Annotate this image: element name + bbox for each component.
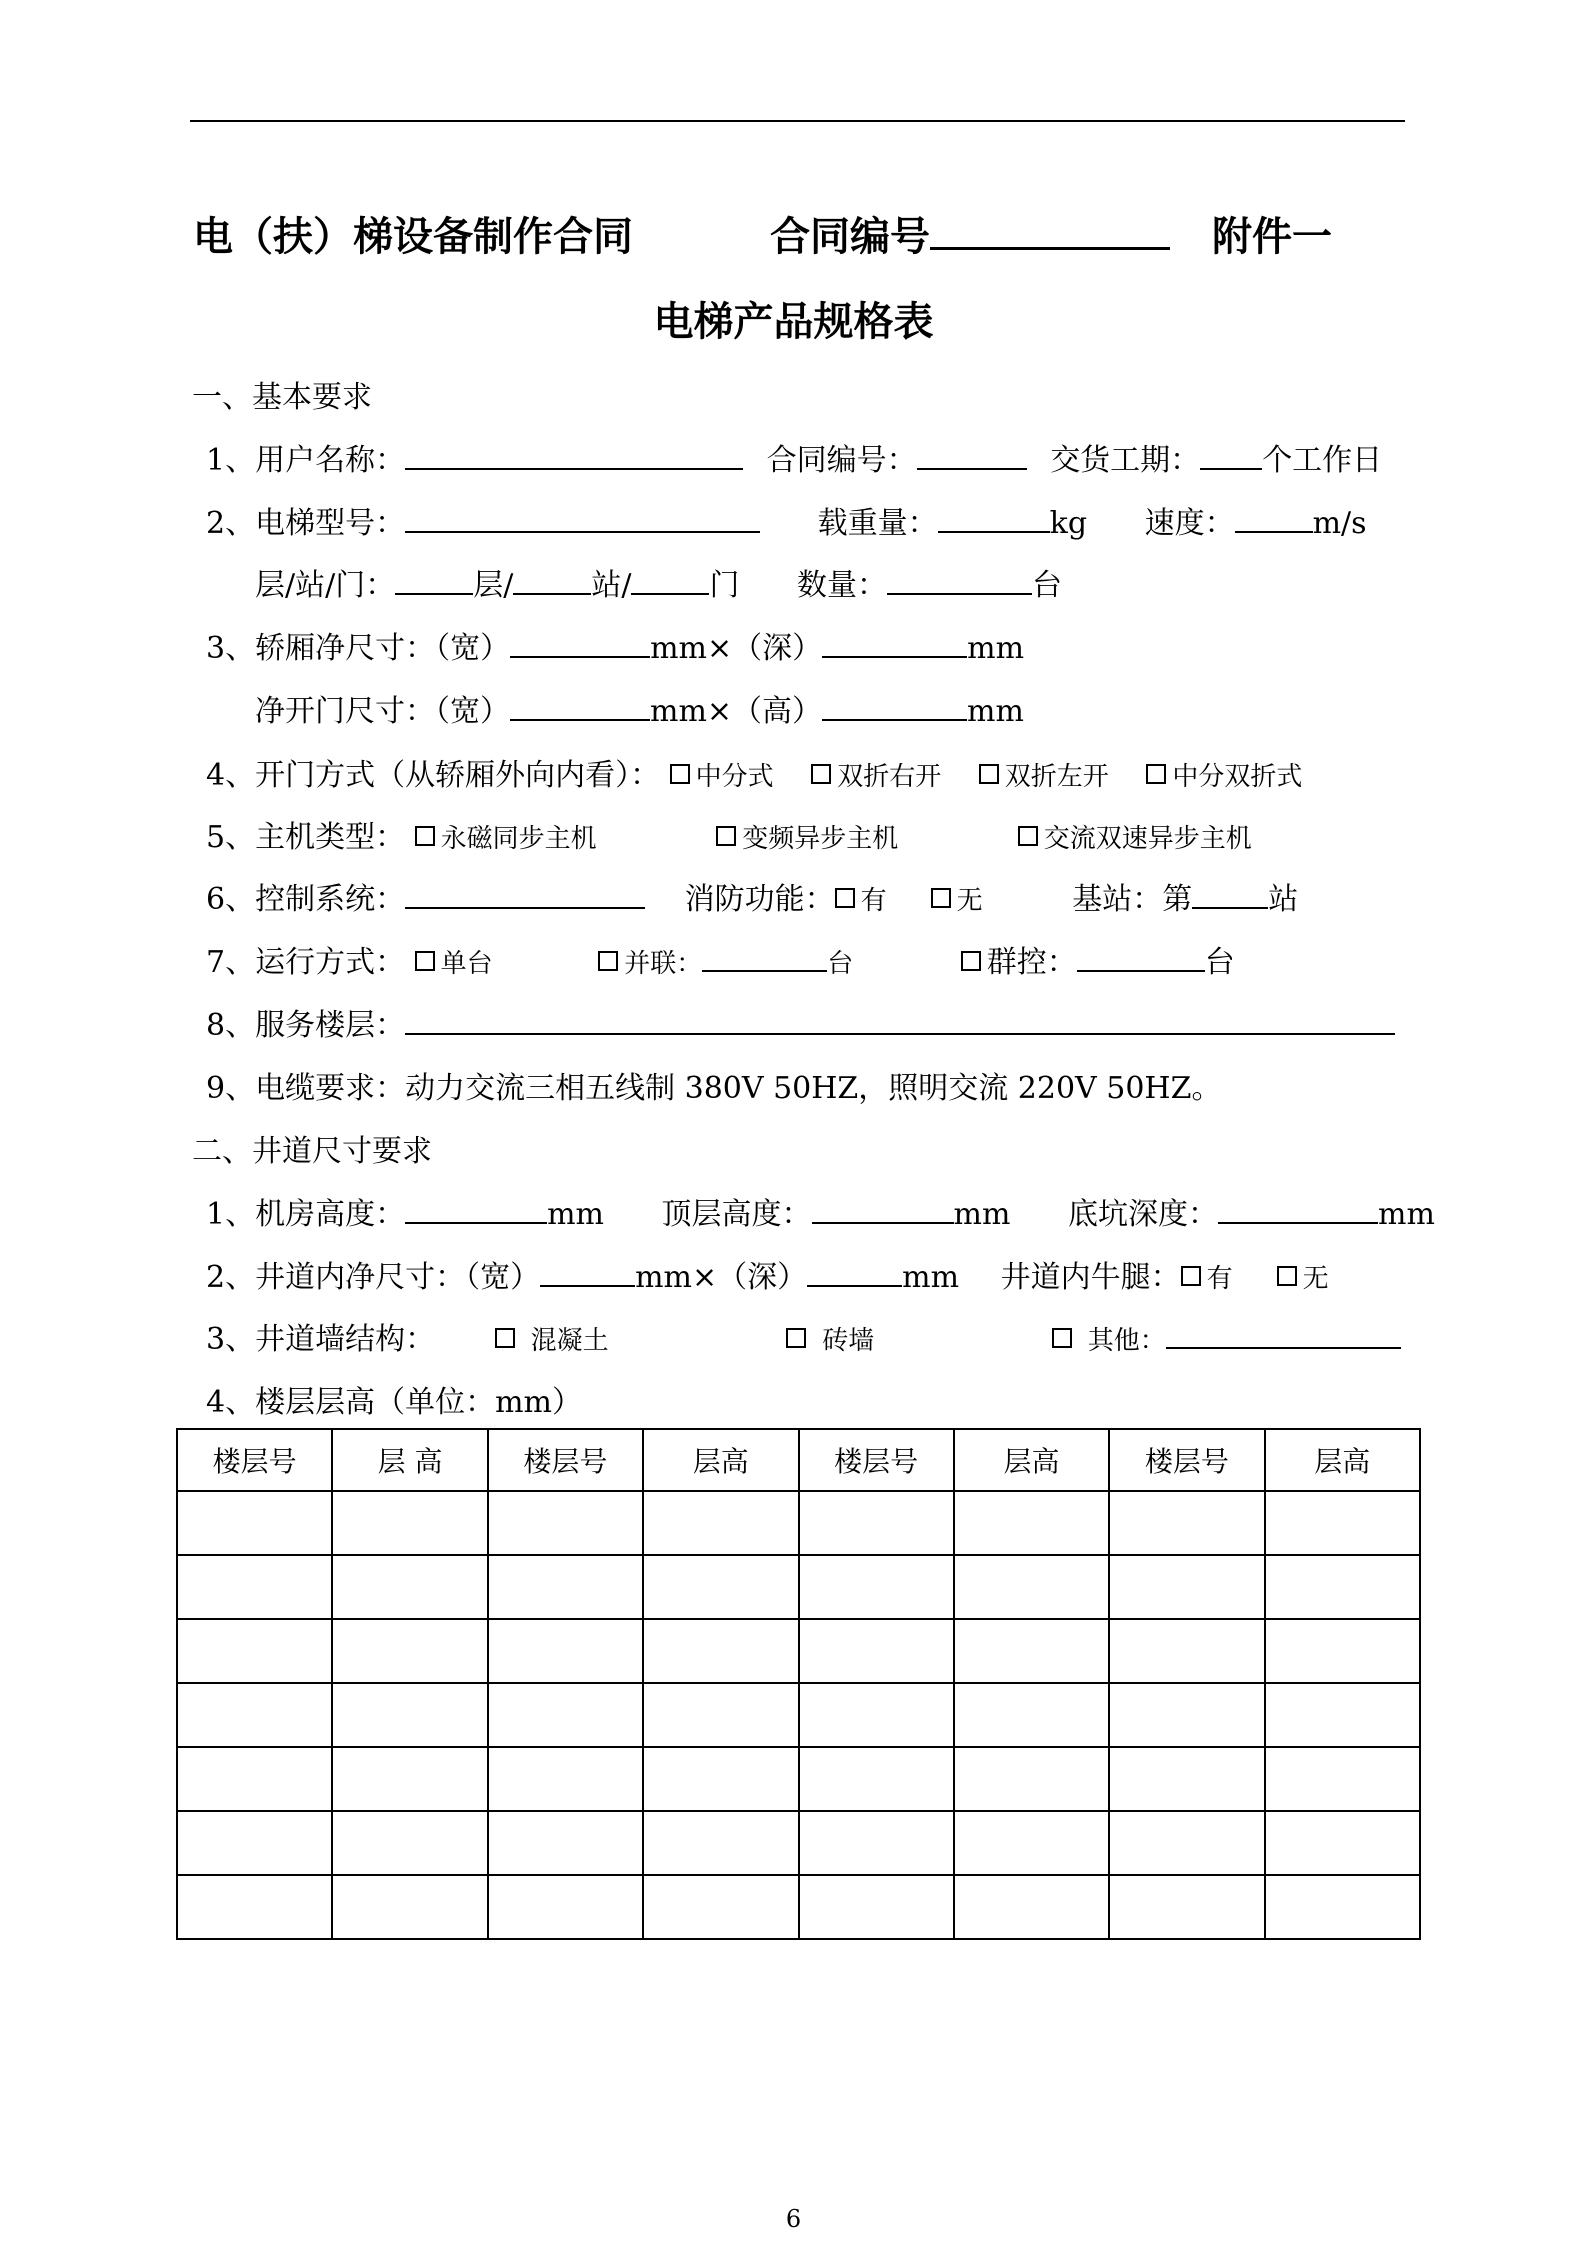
- table-cell[interactable]: [1109, 1683, 1264, 1747]
- top-floor-field[interactable]: [812, 1222, 954, 1224]
- car-width-field[interactable]: [510, 656, 650, 658]
- table-cell[interactable]: [488, 1811, 643, 1875]
- door-width-field[interactable]: [510, 719, 650, 721]
- contract-no-text: 合同编号: [770, 214, 930, 260]
- contract-no-label-2: 合同编号：: [766, 443, 917, 478]
- table-cell[interactable]: [488, 1747, 643, 1811]
- table-cell[interactable]: [1109, 1811, 1264, 1875]
- opt-ac-two-speed: 交流双速异步主机: [1043, 824, 1252, 854]
- workdays-label: 个工作日: [1262, 443, 1383, 478]
- model-label: 2、电梯型号：: [206, 506, 406, 541]
- table-cell[interactable]: [488, 1683, 643, 1747]
- qty-label: 数量：: [796, 568, 887, 603]
- door-open-label: 4、开门方式（从轿厢外向内看）：: [206, 758, 661, 793]
- tai-unit: 台: [1031, 568, 1062, 603]
- door-mmx: mm×（高）: [650, 694, 823, 729]
- s2-item3-row: [206, 1314, 1401, 1358]
- beam-no: 无: [1302, 1264, 1329, 1294]
- checkbox-two-fold-left[interactable]: [979, 764, 999, 784]
- table-header-row: [177, 1429, 1420, 1491]
- men-unit: 门: [709, 568, 740, 603]
- table-cell[interactable]: [332, 1491, 487, 1555]
- table-cell[interactable]: [1265, 1683, 1420, 1747]
- header-rule: [190, 120, 1405, 122]
- table-cell[interactable]: [332, 1747, 487, 1811]
- load-label: 载重量：: [817, 506, 938, 541]
- table-row: [177, 1619, 1420, 1683]
- user-name-field[interactable]: [405, 468, 743, 470]
- table-header-cell: 层 高: [332, 1429, 487, 1491]
- beam-label: 井道内牛腿：: [1000, 1260, 1181, 1295]
- parallel-field[interactable]: [702, 970, 827, 972]
- s2-item2-row: [206, 1252, 1329, 1296]
- contract-no-field-2[interactable]: [917, 468, 1027, 470]
- table-cell[interactable]: [643, 1683, 798, 1747]
- qty-field[interactable]: [887, 593, 1032, 595]
- s2-item4-row: 4、楼层层高（单位：mm）: [206, 1385, 582, 1420]
- table-cell[interactable]: [799, 1811, 954, 1875]
- table-cell[interactable]: [954, 1491, 1109, 1555]
- table-cell[interactable]: [332, 1619, 487, 1683]
- opt-group: 群控：: [986, 945, 1077, 980]
- floors-field[interactable]: [395, 593, 473, 595]
- opt-single: 单台: [440, 949, 493, 979]
- door-mm: mm: [967, 694, 1024, 729]
- speed-field[interactable]: [1235, 531, 1313, 533]
- table-cell[interactable]: [954, 1811, 1109, 1875]
- parallel-unit: 台: [827, 949, 854, 979]
- opt-concrete: 混凝土: [530, 1326, 609, 1356]
- table-cell[interactable]: [1109, 1555, 1264, 1619]
- opt-pm-sync: 永磁同步主机: [440, 824, 597, 854]
- table-cell[interactable]: [1265, 1619, 1420, 1683]
- table-row: [177, 1811, 1420, 1875]
- floors-label: 层/站/门：: [255, 568, 396, 603]
- s2-item1-row: [206, 1189, 1435, 1233]
- checkbox-pm-sync[interactable]: [415, 826, 435, 846]
- checkbox-fire-yes[interactable]: [835, 888, 855, 908]
- table-cell[interactable]: [177, 1683, 332, 1747]
- machine-room-unit: mm: [547, 1197, 604, 1232]
- car-mmx: mm×（深）: [650, 631, 823, 666]
- model-field[interactable]: [405, 531, 760, 533]
- item8-row: [206, 1000, 1395, 1044]
- opt-two-fold-right: 双折右开: [837, 762, 942, 792]
- table-header-cell: 楼层号: [177, 1429, 332, 1491]
- item3-row: [206, 623, 1024, 667]
- table-row: [177, 1875, 1420, 1939]
- shaft-mmx: mm×（深）: [635, 1260, 808, 1295]
- table-cell[interactable]: [1265, 1555, 1420, 1619]
- table-cell[interactable]: [643, 1619, 798, 1683]
- fire-yes: 有: [860, 886, 887, 916]
- shaft-width-field[interactable]: [540, 1285, 635, 1287]
- table-cell[interactable]: [1109, 1491, 1264, 1555]
- speed-label: 速度：: [1144, 506, 1235, 541]
- table-cell[interactable]: [643, 1555, 798, 1619]
- opt-center-two-fold: 中分双折式: [1172, 762, 1303, 792]
- opt-parallel: 并联：: [624, 949, 703, 979]
- table-cell[interactable]: [1109, 1747, 1264, 1811]
- opt-two-fold-left: 双折左开: [1004, 762, 1109, 792]
- table-row: [177, 1555, 1420, 1619]
- table-cell[interactable]: [177, 1619, 332, 1683]
- checkbox-beam-yes[interactable]: [1181, 1266, 1201, 1286]
- table-cell[interactable]: [1109, 1619, 1264, 1683]
- car-depth-field[interactable]: [822, 656, 967, 658]
- checkbox-parallel[interactable]: [598, 951, 618, 971]
- wall-structure-label: 3、井道墙结构：: [206, 1322, 436, 1357]
- table-cell[interactable]: [1265, 1491, 1420, 1555]
- pit-label: 底坑深度：: [1068, 1197, 1218, 1232]
- host-type-label: 5、主机类型：: [206, 820, 406, 855]
- checkbox-ac-two-speed[interactable]: [1018, 826, 1038, 846]
- control-field[interactable]: [405, 907, 645, 909]
- table-cell[interactable]: [488, 1875, 643, 1939]
- checkbox-group[interactable]: [961, 951, 981, 971]
- checkbox-vf-async[interactable]: [716, 826, 736, 846]
- table-header-cell: 楼层号: [1109, 1429, 1264, 1491]
- table-cell[interactable]: [799, 1747, 954, 1811]
- shaft-mm: mm: [902, 1260, 960, 1295]
- base-label: 基站：第: [1072, 882, 1193, 917]
- table-cell[interactable]: [1265, 1811, 1420, 1875]
- service-floors-label: 8、服务楼层：: [206, 1008, 406, 1043]
- kg-unit: kg: [1049, 506, 1088, 541]
- item7-row: [206, 937, 1235, 981]
- table-row: [177, 1683, 1420, 1747]
- machine-room-field[interactable]: [405, 1222, 547, 1224]
- fire-label: 消防功能：: [684, 882, 835, 917]
- table-header-cell: 层高: [643, 1429, 798, 1491]
- service-floors-field[interactable]: [405, 1033, 1395, 1035]
- zhan-unit: 站/: [591, 568, 632, 603]
- table-cell[interactable]: [799, 1491, 954, 1555]
- table-header-cell: 层高: [1265, 1429, 1420, 1491]
- table-cell[interactable]: [332, 1683, 487, 1747]
- table-cell[interactable]: [177, 1491, 332, 1555]
- load-field[interactable]: [938, 531, 1050, 533]
- item3b-row: [255, 686, 1024, 730]
- item1-row: [206, 435, 1382, 479]
- table-row: [177, 1491, 1420, 1555]
- checkbox-center-open[interactable]: [670, 764, 690, 784]
- shaft-size-label: 2、井道内净尺寸：（宽）: [206, 1260, 541, 1295]
- contract-no-field[interactable]: [930, 247, 1170, 250]
- table-cell[interactable]: [799, 1555, 954, 1619]
- checkbox-fire-no[interactable]: [931, 888, 951, 908]
- base-unit: 站: [1268, 882, 1299, 917]
- table-cell[interactable]: [332, 1555, 487, 1619]
- checkbox-concrete[interactable]: [495, 1328, 515, 1348]
- table-cell[interactable]: [177, 1811, 332, 1875]
- doc-title: 电（扶）梯设备制作合同: [193, 214, 633, 260]
- top-floor-label: 顶层高度：: [661, 1197, 812, 1232]
- table-cell[interactable]: [954, 1747, 1109, 1811]
- table-row: [177, 1747, 1420, 1811]
- table-cell[interactable]: [643, 1747, 798, 1811]
- checkbox-single[interactable]: [415, 951, 435, 971]
- table-cell[interactable]: [488, 1555, 643, 1619]
- doors-field[interactable]: [631, 593, 709, 595]
- table-cell[interactable]: [954, 1683, 1109, 1747]
- group-field[interactable]: [1077, 970, 1205, 972]
- item2-row: [206, 498, 1367, 542]
- checkbox-brick[interactable]: [786, 1328, 806, 1348]
- table-cell[interactable]: [954, 1875, 1109, 1939]
- attachment-label: 附件一: [1212, 214, 1332, 260]
- other-field[interactable]: [1166, 1347, 1401, 1349]
- table-cell[interactable]: [177, 1555, 332, 1619]
- door-height-field[interactable]: [822, 719, 967, 721]
- page-number: 6: [785, 2205, 802, 2233]
- door-size-label: 净开门尺寸：（宽）: [255, 694, 510, 729]
- ms-unit: m/s: [1312, 506, 1367, 541]
- car-size-label: 3、轿厢净尺寸：（宽）: [206, 631, 511, 666]
- shaft-depth-field[interactable]: [807, 1285, 902, 1287]
- table-cell[interactable]: [1109, 1875, 1264, 1939]
- table-cell[interactable]: [643, 1875, 798, 1939]
- top-floor-unit: mm: [953, 1197, 1011, 1232]
- opt-other: 其他：: [1087, 1326, 1166, 1356]
- doc-subtitle: 电梯产品规格表: [653, 299, 934, 345]
- checkbox-beam-no[interactable]: [1277, 1266, 1297, 1286]
- item9-row: 9、电缆要求：动力交流三相五线制 380V 50HZ，照明交流 220V 50HZ。: [206, 1071, 1222, 1106]
- section1-heading: 一、基本要求: [192, 380, 372, 415]
- checkbox-center-two-fold[interactable]: [1146, 764, 1166, 784]
- item2b-row: [255, 560, 1062, 604]
- table-cell[interactable]: [799, 1683, 954, 1747]
- control-label: 6、控制系统：: [206, 882, 406, 917]
- delivery-label: 交货工期：: [1050, 443, 1201, 478]
- table-header-cell: 楼层号: [799, 1429, 954, 1491]
- item6-row: [206, 874, 1298, 918]
- table-cell[interactable]: [643, 1491, 798, 1555]
- table-cell[interactable]: [488, 1619, 643, 1683]
- checkbox-other[interactable]: [1052, 1328, 1072, 1348]
- beam-yes: 有: [1206, 1264, 1233, 1294]
- checkbox-two-fold-right[interactable]: [811, 764, 831, 784]
- table-header-cell: 楼层号: [488, 1429, 643, 1491]
- floor-height-table: [176, 1428, 1421, 1940]
- car-mm: mm: [967, 631, 1025, 666]
- table-cell[interactable]: [177, 1875, 332, 1939]
- ceng-unit: 层/: [473, 568, 514, 603]
- opt-center-open: 中分式: [695, 762, 774, 792]
- stations-field[interactable]: [513, 593, 591, 595]
- table-cell[interactable]: [799, 1619, 954, 1683]
- delivery-field[interactable]: [1200, 468, 1262, 470]
- opt-brick: 砖墙: [822, 1326, 875, 1356]
- opt-vf-async: 变频异步主机: [742, 824, 899, 854]
- user-name-label: 1、用户名称：: [206, 443, 406, 478]
- table-cell[interactable]: [177, 1747, 332, 1811]
- table-cell[interactable]: [488, 1491, 643, 1555]
- table-cell[interactable]: [1265, 1875, 1420, 1939]
- table-cell[interactable]: [954, 1619, 1109, 1683]
- table-cell[interactable]: [332, 1875, 487, 1939]
- machine-room-label: 1、机房高度：: [206, 1197, 406, 1232]
- item5-row: [206, 812, 1252, 856]
- section2-heading: 二、井道尺寸要求: [192, 1134, 432, 1169]
- pit-field[interactable]: [1218, 1222, 1378, 1224]
- run-mode-label: 7、运行方式：: [206, 945, 406, 980]
- contract-no-label: [770, 205, 1170, 262]
- table-cell[interactable]: [643, 1811, 798, 1875]
- table-cell[interactable]: [799, 1875, 954, 1939]
- base-field[interactable]: [1192, 907, 1268, 909]
- item4-row: [206, 750, 1302, 794]
- fire-no: 无: [956, 886, 983, 916]
- table-cell[interactable]: [1265, 1747, 1420, 1811]
- group-unit: 台: [1204, 945, 1235, 980]
- table-cell[interactable]: [954, 1555, 1109, 1619]
- table-cell[interactable]: [332, 1811, 487, 1875]
- pit-unit: mm: [1378, 1197, 1435, 1232]
- table-header-cell: 层高: [954, 1429, 1109, 1491]
